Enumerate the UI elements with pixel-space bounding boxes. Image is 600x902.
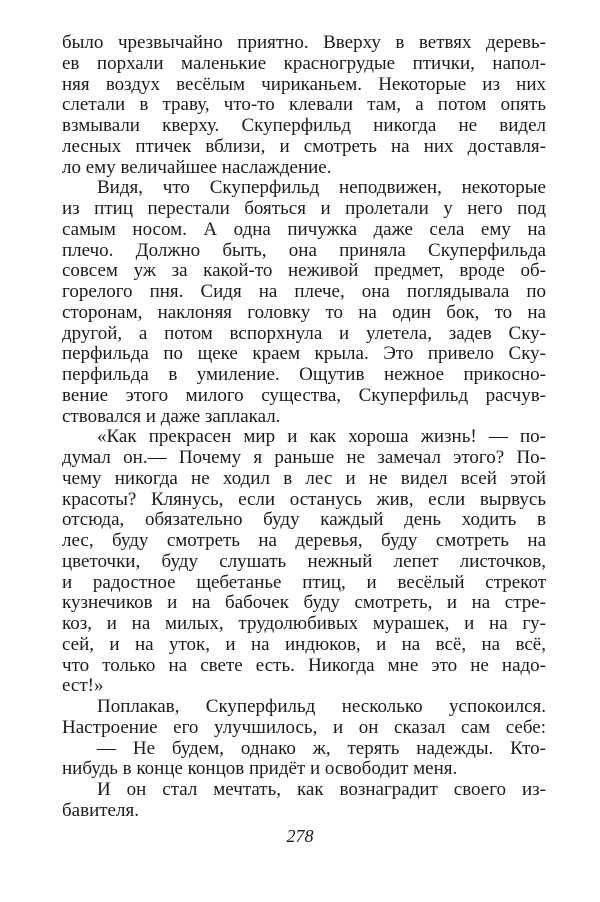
text-line: из птиц перестали бояться и пролетали у него под <box>62 198 546 219</box>
text-line: плечо. Должно быть, она приняла Скуперфильда <box>62 239 546 261</box>
text-line: ло ему величайшее наслаждение. <box>62 156 332 178</box>
text-line: ствовался и даже заплакал. <box>62 405 281 427</box>
text-line: взмывали кверху. Скуперфильд никогда не видел <box>62 115 546 136</box>
text-line: перфильда по щеке краем крыла. Это привело Ску- <box>62 343 546 365</box>
text-line: ев порхали маленькие красногрудые птички, напол- <box>62 52 546 74</box>
text-line: и радостное щебетанье птиц, и весёлый стрекот <box>62 571 546 593</box>
text-line: цветочки, буду слушать нежный лепет листочков, <box>62 550 546 572</box>
text-line: горелого пня. Сидя на плече, она поглядывала по <box>62 281 546 302</box>
text-line: сторонам, наклоняя головку то на один бок, то на <box>62 301 546 323</box>
text-line: вение этого милого существа, Скуперфильд расчув- <box>62 384 546 406</box>
text-line: бавителя. <box>62 799 139 821</box>
text-line: коз, и на милых, трудолюбивых мурашек, и на гу- <box>62 613 546 634</box>
text-line: Поплакав, Скуперфильд несколько успокоился. <box>97 696 546 717</box>
text-line: няя воздух весёлым чириканьем. Некоторые из них <box>62 73 546 95</box>
text-line: «Как прекрасен мир и как хороша жизнь! — по- <box>97 426 546 448</box>
text-line: лесных птичек вблизи, и смотреть на них доставля- <box>62 135 546 157</box>
book-page-text <box>62 33 546 822</box>
text-line: лес, буду смотреть на деревья, буду смотреть на <box>62 530 546 551</box>
text-line: слетали в траву, что-то клевали там, а потом опять <box>62 94 546 116</box>
text-line: нибудь в конце концов придёт и освободит меня. <box>62 758 458 780</box>
text-line: сей, и на уток, и на индюков, и на всё, на всё, <box>62 633 546 655</box>
text-line: Настроение его улучшилось, и он сказал сам себе: <box>62 716 546 738</box>
text-line: красоты? Клянусь, если останусь жив, если вырвусь <box>62 488 546 510</box>
text-line: совсем уж за какой-то неживой предмет, вроде об- <box>62 260 546 282</box>
text-line: — Не будем, однако ж, терять надежды. Кто- <box>97 737 546 759</box>
text-line: Видя, что Скуперфильд неподвижен, некоторые <box>97 177 546 199</box>
text-line: отсюда, обязательно буду каждый день ходить в <box>62 509 546 531</box>
text-line: самым носом. А одна пичужка даже села ему на <box>62 218 546 240</box>
text-line: что только на свете есть. Никогда мне это не надо- <box>62 654 546 676</box>
page-number: 278 <box>286 826 314 846</box>
text-line: думал он.— Почему я раньше не замечал этого? По- <box>62 447 546 468</box>
text-line: чему никогда не ходил в лес и не видел всей этой <box>62 467 546 489</box>
text-line: ест!» <box>62 675 104 697</box>
text-line: перфильда в умиление. Ощутив нежное прикосно- <box>62 364 546 385</box>
text-line: было чрезвычайно приятно. Вверху в ветвях деревь- <box>62 32 546 53</box>
text-line: другой, а потом вспорхнула и улетела, задев Ску- <box>62 322 546 344</box>
text-line: И он стал мечтать, как вознаградит своего из- <box>97 779 546 800</box>
text-line: кузнечиков и на бабочек буду смотреть, и на стре- <box>62 592 546 614</box>
